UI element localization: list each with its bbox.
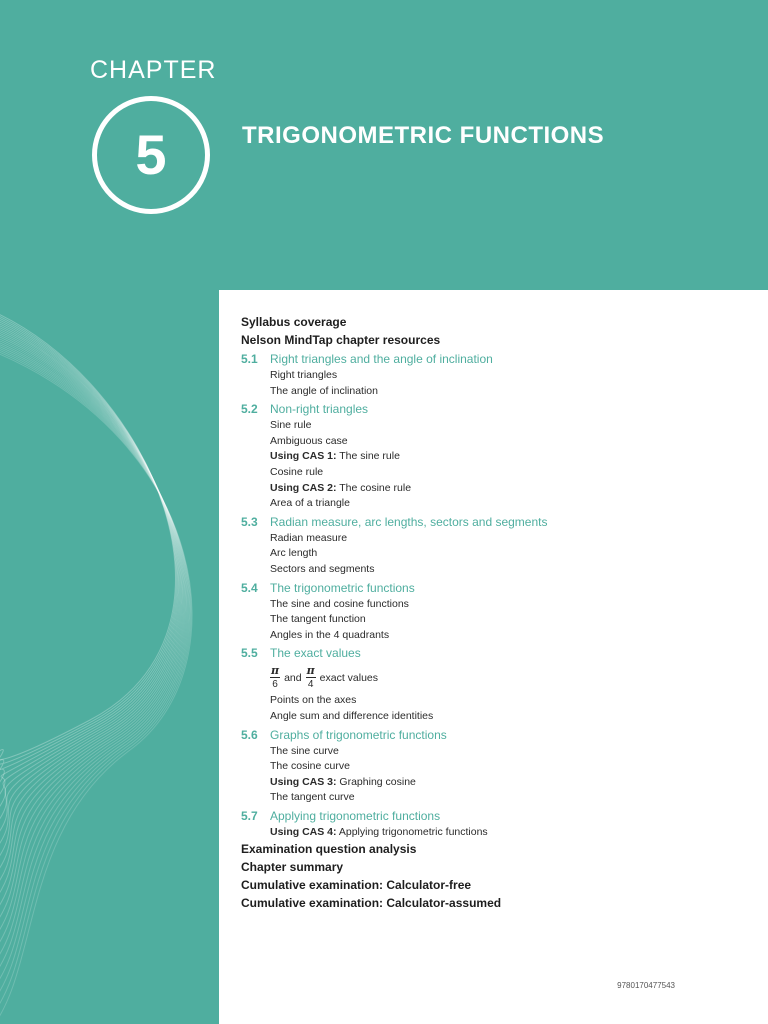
subitem-text: The angle of inclination: [270, 384, 378, 397]
cas-label: Using CAS 3:: [270, 775, 337, 788]
wave-line: [0, 329, 183, 894]
toc-section-heading[interactable]: [241, 579, 741, 597]
section-title: Applying trigonometric functions: [270, 808, 441, 823]
subitem-text: The sine and cosine functions: [270, 597, 409, 610]
toc-subitem[interactable]: [241, 496, 741, 512]
toc-link[interactable]: Cumulative examination: Calculator-free: [241, 878, 472, 893]
toc-subitem[interactable]: [241, 449, 741, 465]
subitem-text: The sine rule: [336, 450, 400, 463]
section-number: 5.3: [241, 514, 258, 529]
section-title: Radian measure, arc lengths, sectors and segments: [270, 514, 548, 529]
toc-subitem[interactable]: [241, 744, 741, 760]
toc-subitem[interactable]: [241, 434, 741, 450]
subitem-text: Cosine rule: [270, 465, 324, 478]
wave-line: [0, 331, 184, 906]
subitem-text: The cosine curve: [270, 760, 350, 773]
subitem-text: Points on the axes: [270, 694, 357, 707]
subitem-text: Arc length: [270, 547, 318, 560]
section-number: 5.1: [241, 352, 258, 366]
fraction-denominator: 6: [272, 679, 278, 691]
wave-line: [0, 346, 190, 1005]
subitem-text: The tangent function: [270, 613, 366, 626]
chapter-title: TRIGONOMETRIC FUNCTIONS: [242, 122, 605, 149]
toc-subitem[interactable]: [241, 368, 741, 384]
wave-line: [0, 342, 189, 980]
chapter-number-circle: [92, 96, 210, 214]
section-title: The trigonometric functions: [270, 580, 415, 595]
fraction-connector: and: [284, 671, 302, 684]
section-number: 5.5: [241, 646, 258, 661]
contents-panel: [219, 290, 768, 1024]
toc-subitem[interactable]: [241, 693, 741, 709]
subitem-text: Angle sum and difference identities: [270, 709, 434, 722]
toc-link[interactable]: Syllabus coverage: [241, 315, 347, 329]
section-number: 5.7: [241, 808, 258, 823]
toc-link[interactable]: Cumulative examination: Calculator-assumed: [241, 896, 502, 911]
toc-subitem[interactable]: [241, 531, 741, 547]
toc-subitem[interactable]: [241, 759, 741, 775]
subitem-text: The sine curve: [270, 744, 339, 757]
toc-link[interactable]: Chapter summary: [241, 860, 344, 875]
section-title: Non-right triangles: [270, 402, 369, 417]
section-title: The exact values: [270, 646, 361, 661]
fraction-line-text: exact values: [319, 671, 379, 684]
section-number: 5.4: [241, 580, 258, 595]
toc-subitem[interactable]: [241, 418, 741, 434]
fraction-pi-over-4: [306, 665, 316, 690]
subitem-text: Radian measure: [270, 531, 348, 544]
toc-section-heading[interactable]: [241, 726, 741, 744]
toc-subitem[interactable]: [241, 384, 741, 400]
fraction-denominator: 4: [307, 679, 314, 691]
subitem-text: Angles in the 4 quadrants: [270, 628, 390, 641]
exact-values-fraction-line[interactable]: [241, 662, 741, 693]
cas-label: Using CAS 1:: [270, 450, 337, 463]
chapter-number: 5: [135, 123, 167, 186]
subitem-text: Graphing cosine: [336, 775, 416, 788]
toc-section-heading[interactable]: [241, 350, 741, 368]
wave-line: [0, 337, 187, 944]
toc-subitem[interactable]: [241, 546, 741, 562]
section-number: 5.6: [241, 727, 258, 742]
toc-subitem[interactable]: [241, 597, 741, 613]
wave-line: [0, 310, 175, 770]
toc-subitem[interactable]: [241, 628, 741, 644]
fraction-pi-over-6: [270, 665, 280, 690]
subitem-text: Ambiguous case: [270, 434, 348, 447]
table-of-contents: [241, 313, 741, 912]
toc-subitem[interactable]: [241, 612, 741, 628]
toc-link[interactable]: Examination question analysis: [241, 842, 417, 857]
chapter-label: CHAPTER: [90, 56, 217, 84]
decorative-wave-lines: [0, 300, 240, 1024]
toc-subitem[interactable]: [241, 775, 741, 791]
toc-section-heading[interactable]: [241, 807, 741, 825]
fraction-numerator: π: [306, 664, 315, 678]
toc-subitem[interactable]: [241, 481, 741, 497]
toc-subitem[interactable]: [241, 709, 741, 725]
section-title: Right triangles and the angle of inclination: [270, 352, 493, 366]
section-title: Graphs of trigonometric functions: [270, 727, 447, 742]
wave-line: [0, 350, 192, 1024]
toc-section-heading[interactable]: [241, 513, 741, 531]
toc-section-heading[interactable]: [241, 400, 741, 418]
toc-subitem[interactable]: [241, 790, 741, 806]
subitem-text: Sine rule: [270, 419, 312, 432]
subitem-text: Sectors and segments: [270, 562, 375, 575]
fraction-numerator: π: [271, 664, 280, 678]
subitem-text: Applying trigonometric functions: [336, 825, 488, 838]
subitem-text: The cosine rule: [336, 481, 412, 494]
cas-label: Using CAS 4:: [270, 825, 337, 838]
subitem-text: The tangent curve: [270, 791, 355, 804]
section-number: 5.2: [241, 402, 258, 417]
toc-section-heading[interactable]: [241, 644, 741, 662]
subitem-text: Right triangles: [270, 369, 338, 381]
toc-link[interactable]: Nelson MindTap chapter resources: [241, 333, 441, 347]
cas-label: Using CAS 2:: [270, 481, 337, 494]
toc-subitem[interactable]: [241, 825, 741, 841]
toc-subitem[interactable]: [241, 562, 741, 578]
wave-line: [0, 333, 185, 919]
toc-subitem[interactable]: [241, 465, 741, 481]
isbn: 9780170477543: [617, 981, 675, 990]
subitem-text: Area of a triangle: [270, 497, 350, 510]
wave-line: [0, 335, 186, 931]
